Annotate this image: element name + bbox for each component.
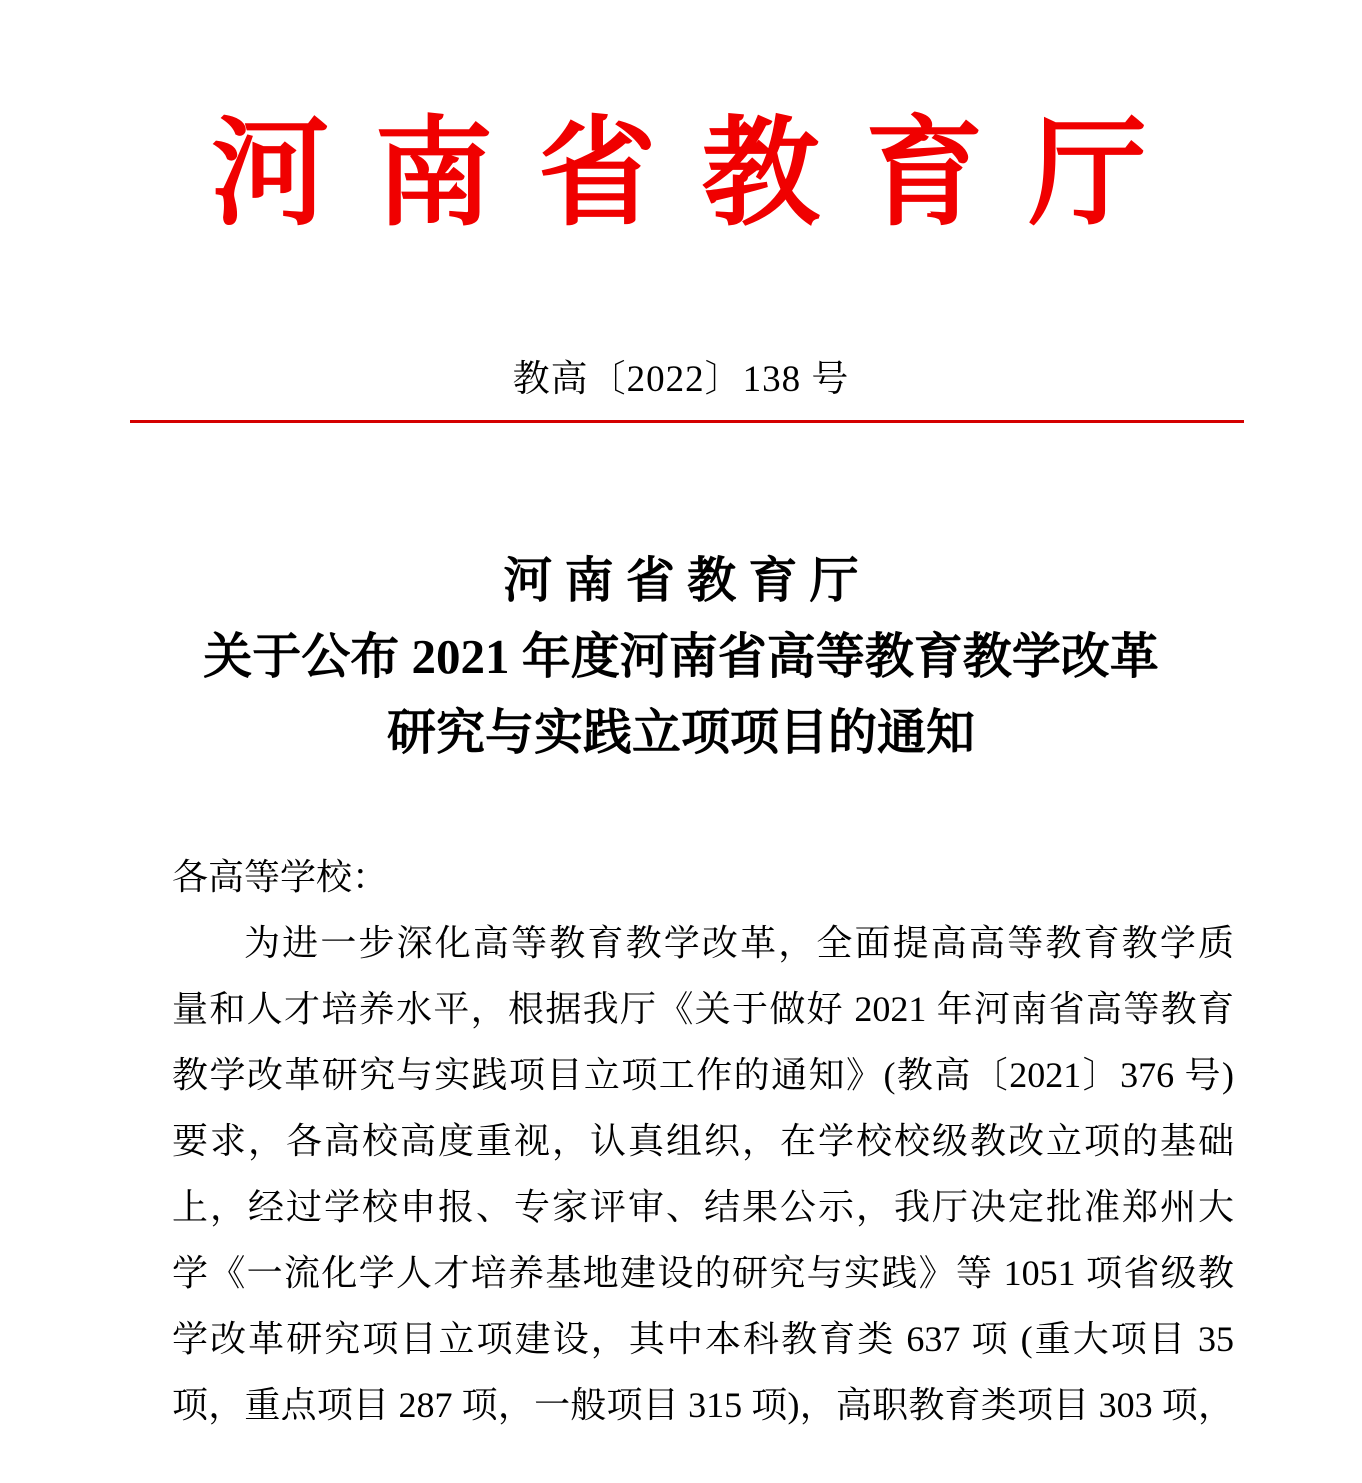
notice-body [172,844,1234,1438]
paragraph-line-3: 教学改革研究与实践项目立项工作的通知》(教高〔2021〕376 号) [172,1055,1234,1095]
paragraph-line-2: 量和人才培养水平，根据我厅《关于做好 2021 年河南省高等教育 [172,989,1234,1029]
notice-title [0,543,1362,771]
letterhead-org-name: 河 南 省 教 育 厅 [211,109,1151,240]
paragraph-line-1: 为进一步深化高等教育教学改革，全面提高高等教育教学质 [244,923,1234,963]
red-divider-line [130,420,1244,423]
paragraph-line-5: 上，经过学校申报、专家评审、结果公示，我厅决定批准郑州大 [172,1187,1234,1227]
notice-title-line-2: 关于公布 2021 年度河南省高等教育教学改革 [203,629,1159,684]
paragraph-line-8: 项，重点项目 287 项，一般项目 315 项)，高职教育类项目 303 项， [172,1385,1234,1425]
paragraph-line-4: 要求，各高校高度重视，认真组织，在学校校级教改立项的基础 [172,1121,1234,1161]
notice-title-line-3: 研究与实践立项项目的通知 [386,705,975,760]
paragraph-line-6: 学《一流化学人才培养基地建设的研究与实践》等 1051 项省级教 [172,1253,1234,1293]
paragraph-line-7: 学改革研究项目立项建设，其中本科教育类 637 项 (重大项目 35 [172,1319,1234,1359]
notice-title-line-1: 河 南 省 教 育 厅 [503,553,859,608]
salutation: 各高等学校： [172,857,389,897]
document-reference-number: 教高〔2022〕138 号 [512,359,850,400]
